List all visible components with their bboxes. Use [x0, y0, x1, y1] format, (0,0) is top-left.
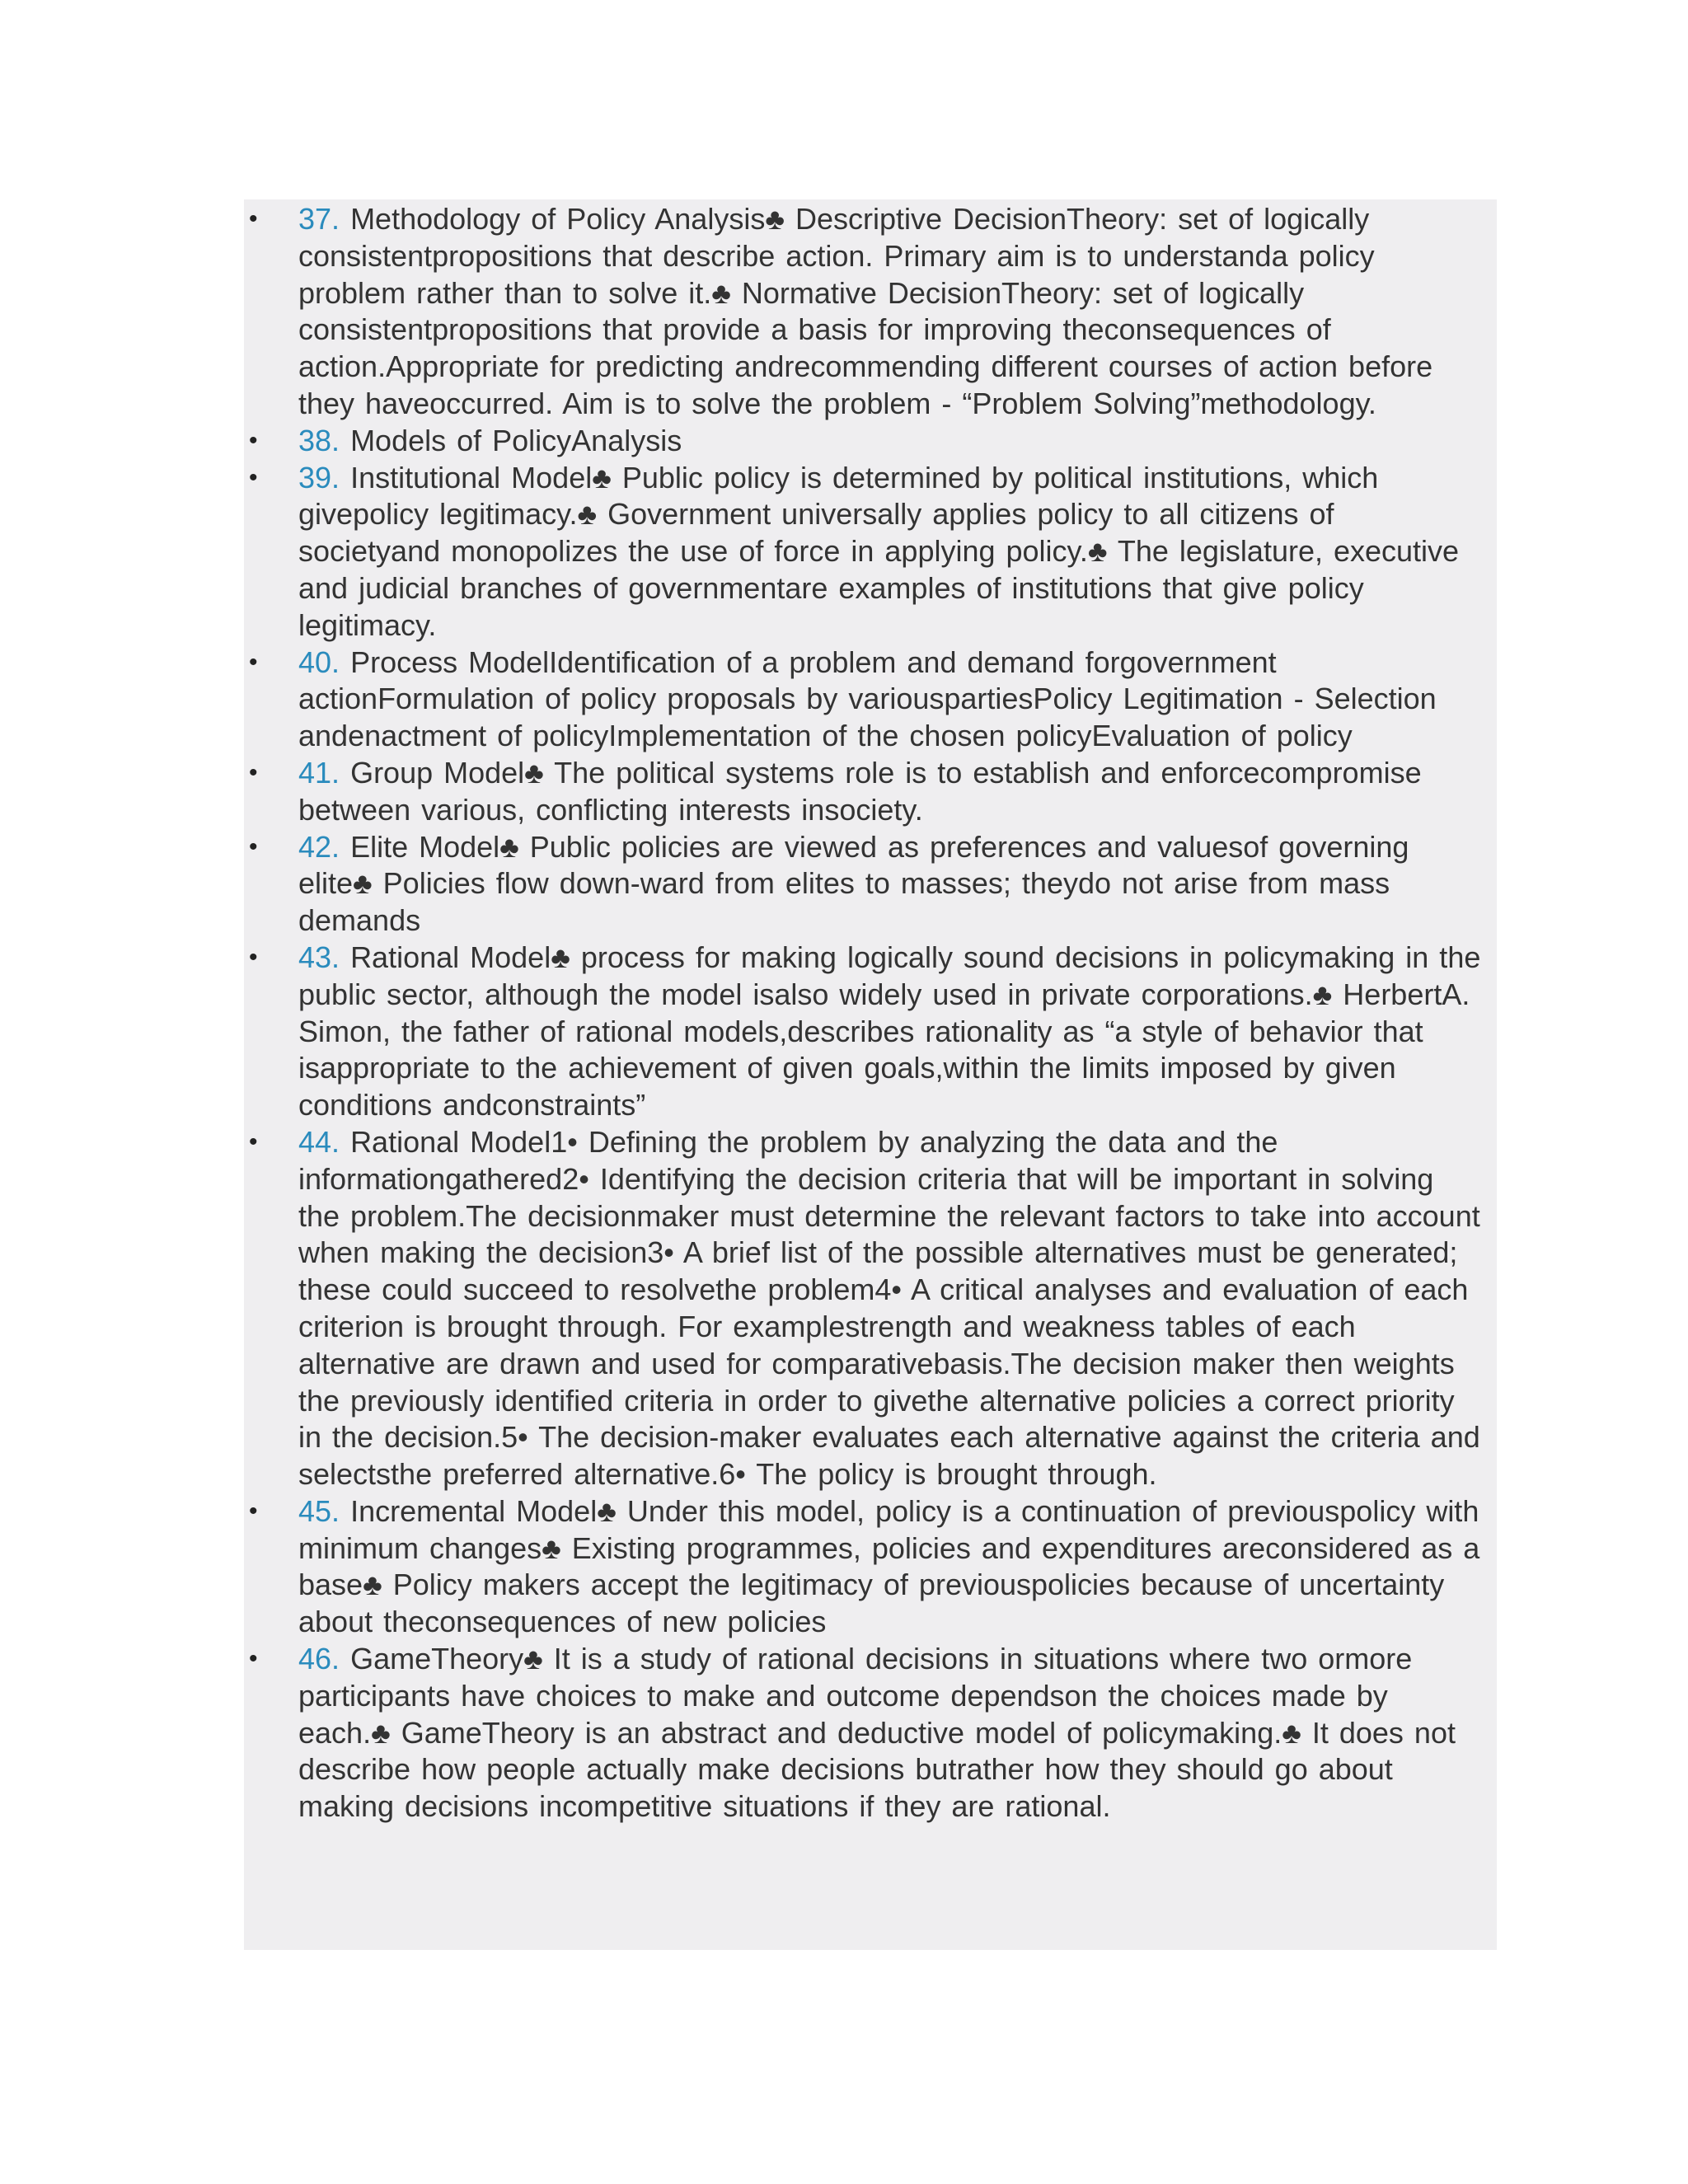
bullet-glyph: • [249, 1497, 258, 1525]
bullet-glyph: • [249, 426, 258, 454]
slide-list [244, 201, 1497, 1825]
item-number[interactable]: 45. [298, 1493, 340, 1528]
list-item-40 [244, 644, 1497, 755]
item-number[interactable]: 38. [298, 423, 340, 457]
list-item-43 [244, 940, 1497, 1124]
item-number[interactable]: 42. [298, 829, 340, 864]
item-text: Rational Model♣ process for making logically sound decisions in policymaking in the public sector, although the model isalso widely used in private corporations.♣ HerbertA. Simon, the father of rational models,describes rationality as “a style of behavior that isappropriate to the achievement of given goals,within the limits imposed by given conditions andconstraints” [298, 940, 1481, 1122]
bullet-glyph: • [249, 205, 258, 232]
item-text: GameTheory♣ It is a study of rational decisions in situations where two ormore participants have choices to make and outcome dependson the choices made by each.♣ GameTheory is an abstract and deductive model of policymaking.♣ It does not describe how people actually make decisions butrather how they should go about making decisions incompetitive situations if they are rational. [298, 1642, 1456, 1824]
list-item-46 [244, 1641, 1497, 1825]
item-text: Elite Model♣ Public policies are viewed as preferences and valuesof governing elite♣ Policies flow down-ward from elites to masses; theydo not arise from mass demands [298, 829, 1409, 938]
bullet-glyph: • [249, 1127, 258, 1155]
list-item-44 [244, 1124, 1497, 1493]
bullet-glyph: • [249, 943, 258, 971]
item-text: Institutional Model♣ Public policy is determined by political institutions, which givepolicy legitimacy.♣ Government universally applies policy to all citizens of societyand monopolizes the use of force in applying policy.♣ The legislature, executive and judicial branches of governmentare examples of institutions that give policy legitimacy. [298, 460, 1460, 642]
bullet-glyph: • [249, 832, 258, 860]
item-number[interactable]: 37. [298, 202, 340, 236]
item-number[interactable]: 41. [298, 755, 340, 790]
list-item-42 [244, 829, 1497, 940]
item-number[interactable]: 40. [298, 644, 340, 679]
list-item-38 [244, 423, 1497, 460]
list-item-37 [244, 201, 1497, 423]
item-text: Process ModelIdentification of a problem and demand forgovernment actionFormulation of policy proposals by variouspartiesPolicy Legitimation - Selection andenactment of policyImplementation of the chosen policyEvaluation of policy [298, 644, 1437, 753]
item-text: Rational Model1• Defining the problem by analyzing the data and the informationgathered2• Identifying the decision criteria that will be important in solving the problem.The decisionmaker must determine the relevant factors to take into account when making the decision3• A brief list of the possible alternatives must be generated; these could succeed to resolvethe problem4• A critical analyses and evaluation of each criterion is brought through. For examplestrength and weakness tables of each alternative are drawn and used for comparativebasis.The decision maker then weights the previously identified criteria in order to givethe alternative policies a correct priority in the decision.5• The decision-maker evaluates each alternative against the criteria and selectsthe preferred alternative.6• The policy is brought through. [298, 1124, 1480, 1492]
item-number[interactable]: 44. [298, 1124, 340, 1159]
bullet-glyph: • [249, 1645, 258, 1673]
list-item-45 [244, 1493, 1497, 1641]
bullet-glyph: • [249, 758, 258, 786]
item-text: Group Model♣ The political systems role is to establish and enforcecompromise between various, conflicting interests insociety. [298, 755, 1422, 827]
item-text: Incremental Model♣ Under this model, policy is a continuation of previouspolicy with minimum changes♣ Existing programmes, policies and expenditures areconsidered as a base♣ Policy makers accept the legitimacy of previouspolicies because of uncertainty about theconsequences of new policies [298, 1493, 1480, 1639]
item-text: Methodology of Policy Analysis♣ Descriptive DecisionTheory: set of logically consistentpropositions that describe action. Primary aim is to understanda policy problem rather than to solve it.♣ Normative DecisionTheory: set of logically consistentpropositions that provide a basis for improving theconsequences of action.Appropriate for predicting andrecommending different courses of action before they haveoccurred. Aim is to solve the problem - “Problem Solving”methodology. [298, 202, 1433, 420]
bullet-glyph: • [249, 463, 258, 491]
list-item-41 [244, 755, 1497, 829]
item-number[interactable]: 46. [298, 1642, 340, 1676]
list-item-39 [244, 460, 1497, 644]
item-text: Models of PolicyAnalysis [350, 423, 682, 457]
item-number[interactable]: 39. [298, 460, 340, 494]
bullet-glyph: • [249, 648, 258, 676]
item-number[interactable]: 43. [298, 940, 340, 974]
